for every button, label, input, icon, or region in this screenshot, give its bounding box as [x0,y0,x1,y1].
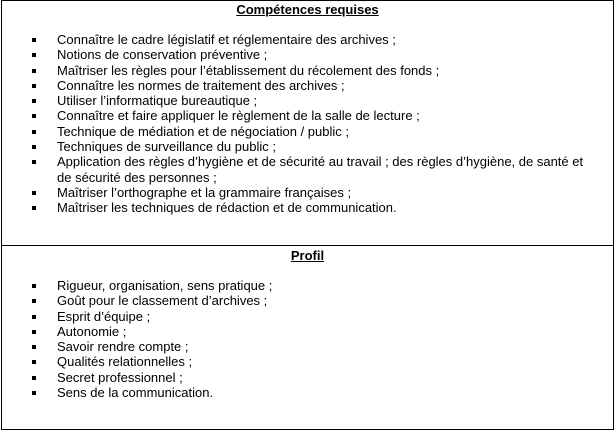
list-item [2,139,613,154]
list-item-text: Secret professionnel ; [57,369,183,385]
bullet-icon [32,206,36,210]
list-item-text: Rigueur, organisation, sens pratique ; [57,278,273,293]
list-item [2,47,613,62]
list-item [2,93,613,108]
list-item-text: Maîtriser l’orthographe et la grammaire françaises ; [57,184,352,200]
bullet-icon [32,360,36,364]
list-item-text: Goût pour le classement d’archives ; [57,293,268,309]
list-item-text: Application des règles d’hygiène et de sécurité au travail ; des règles d’hygiène, de santé et de sécurité des personnes ; [57,154,584,185]
list-item-text: Esprit d’équipe ; [57,308,151,324]
list-item-text: Techniques de surveillance du public ; [57,139,276,155]
bullet-icon [32,145,36,149]
bullet-icon [32,160,36,164]
list-item-text: Autonomie ; [57,323,127,339]
list-item [2,78,613,93]
list-item-text: Technique de médiation et de négociation / public ; [57,123,349,139]
bullet-icon [32,53,36,57]
list-item [2,293,613,308]
competences-section [2,1,613,246]
list-item-text: Savoir rendre compte ; [57,339,189,355]
profil-list [2,278,613,400]
profil-heading: Profil [290,248,325,263]
list-item [2,124,613,139]
list-item [2,108,613,123]
list-item [2,278,613,293]
bullet-icon [32,345,36,349]
list-item-text: Connaître et faire appliquer le règlement de la salle de lecture ; [57,108,420,124]
list-item-text: Maîtriser les règles pour l’établissement du récolement des fonds ; [57,62,440,78]
list-item [2,309,613,324]
bullet-icon [32,391,36,395]
competences-heading: Compétences requises [236,2,379,17]
bullet-icon [32,114,36,118]
bullet-icon [32,69,36,73]
requirements-table [1,0,614,430]
list-item [2,63,613,78]
list-item-text: Connaître les normes de traitement des archives ; [57,77,345,93]
list-item [2,324,613,339]
bullet-icon [32,84,36,88]
list-item-text: Qualités relationnelles ; [57,354,193,370]
list-item [2,339,613,354]
list-item-text: Sens de la communication. [57,385,214,401]
list-item-text: Connaître le cadre législatif et réglementaire des archives ; [57,32,396,47]
bullet-icon [32,330,36,334]
list-item [2,354,613,369]
list-item [2,200,613,215]
bullet-icon [32,99,36,103]
list-item [2,154,613,185]
bullet-icon [32,284,36,288]
bullet-icon [32,315,36,319]
bullet-icon [32,376,36,380]
bullet-icon [32,130,36,134]
list-item [2,370,613,385]
profil-section [2,246,613,430]
list-item-text: Utiliser l’informatique bureautique ; [57,93,258,109]
list-item [2,385,613,400]
bullet-icon [32,38,36,42]
list-item [2,32,613,47]
list-item [2,185,613,200]
bullet-icon [32,191,36,195]
bullet-icon [32,299,36,303]
list-item-text: Notions de conservation préventive ; [57,47,268,63]
competences-list [2,32,613,216]
list-item-text: Maîtriser les techniques de rédaction et de communication. [57,200,397,216]
